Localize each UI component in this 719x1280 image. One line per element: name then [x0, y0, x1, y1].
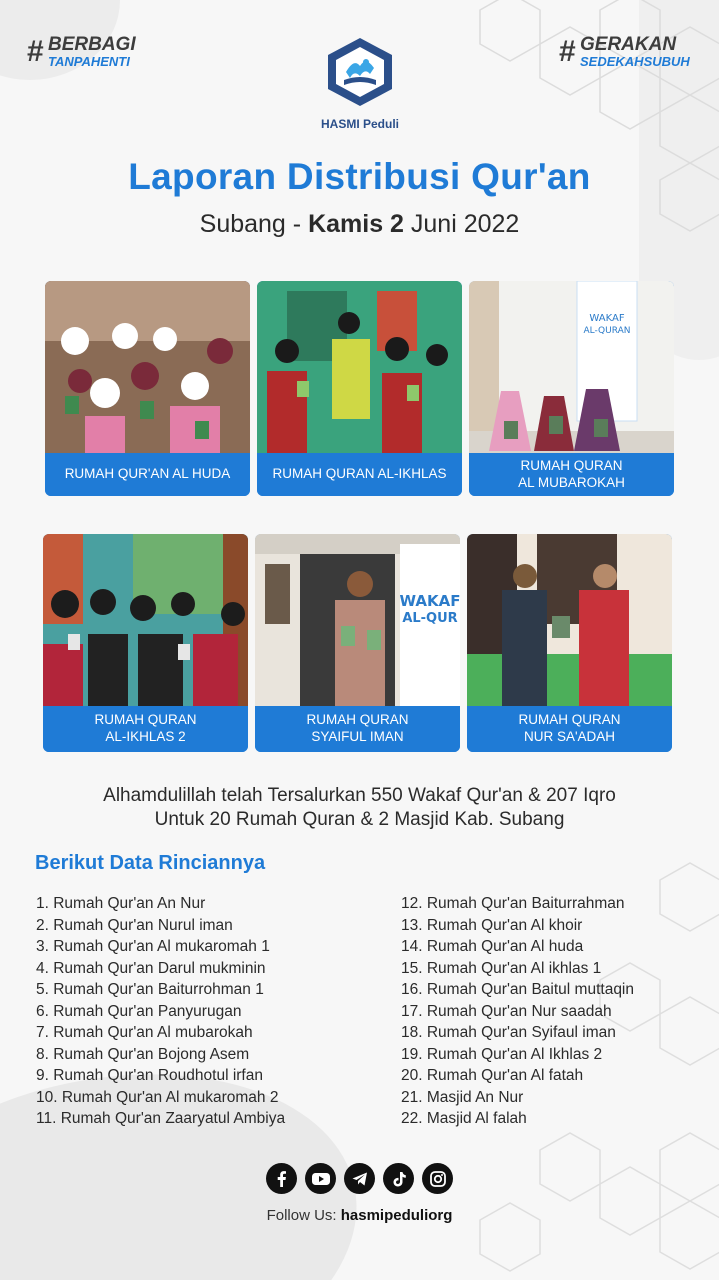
- photo-handover-quran: [467, 534, 672, 706]
- caption-line1: RUMAH QUR'AN AL HUDA: [64, 466, 231, 482]
- summary-line2: Untuk 20 Rumah Quran & 2 Masjid Kab. Subang: [154, 808, 565, 830]
- list-item: 2. Rumah Qur'an Nurul iman: [36, 916, 233, 934]
- caption-line2: AL-IKHLAS 2: [105, 729, 186, 744]
- hasmi-peduli-logo: [318, 34, 402, 131]
- photo-children-with-quran: [43, 534, 248, 706]
- list-item: 1. Rumah Qur'an An Nur: [36, 895, 206, 912]
- list-item: 13. Rumah Qur'an Al khoir: [401, 916, 583, 934]
- summary-text: [0, 784, 719, 832]
- list-item: 5. Rumah Qur'an Baiturrohman 1: [36, 981, 264, 998]
- hexagon-hand-book-icon: [322, 34, 398, 110]
- list-item: 8. Rumah Qur'an Bojong Asem: [36, 1045, 250, 1063]
- social-handle[interactable]: hasmipeduliorg: [340, 1207, 453, 1224]
- hash-symbol: #: [27, 35, 44, 68]
- logo-text: HASMI Peduli: [320, 117, 399, 131]
- caption-line2: SYAIFUL IMAN: [311, 729, 404, 744]
- list-item: 6. Rumah Qur'an Panyurugan: [36, 1002, 242, 1020]
- hashtag-gerakan: [559, 35, 690, 68]
- hashtag-line1: BERBAGI: [48, 34, 136, 55]
- recipient-list-right: [401, 893, 634, 1130]
- page-title: Laporan Distribusi Qur'an: [128, 156, 591, 197]
- banner-text: AL-QURAN: [583, 326, 631, 336]
- subtitle-city: Subang -: [199, 210, 302, 238]
- detail-title: Berikut Data Rinciannya: [35, 852, 266, 874]
- card-caption: [257, 453, 462, 496]
- photo-card-al-ikhlas-2: [43, 534, 248, 752]
- summary-line1: Alhamdulillah telah Tersalurkan 550 Wakaf Qur'an & 207 Iqro: [103, 785, 616, 806]
- youtube-icon[interactable]: [305, 1163, 336, 1194]
- follow-label: Follow Us:: [266, 1207, 337, 1224]
- caption-line1: RUMAH QURAN: [520, 457, 623, 473]
- banner-text: WAKAF: [399, 592, 460, 610]
- subtitle-date: Juni 2022: [410, 210, 520, 238]
- photo-children-with-quran: [469, 281, 674, 453]
- caption-line1: RUMAH QURAN: [306, 712, 409, 728]
- list-item: 9. Rumah Qur'an Roudhotul irfan: [36, 1067, 263, 1084]
- list-item: 12. Rumah Qur'an Baiturrahman: [401, 895, 625, 912]
- photo-card-nur-saadah: [467, 534, 672, 752]
- photo-card-al-ikhlas: [257, 281, 462, 496]
- list-item: 18. Rumah Qur'an Syifaul iman: [401, 1024, 616, 1041]
- caption-line2: NUR SA'ADAH: [523, 729, 616, 744]
- list-item: 3. Rumah Qur'an Al mukaromah 1: [36, 938, 270, 955]
- photo-man-with-quran: [255, 534, 460, 706]
- photo-children-with-quran: [45, 281, 250, 453]
- hashtag-line1: GERAKAN: [580, 34, 677, 55]
- hashtag-line2: TANPAHENTI: [48, 54, 130, 69]
- list-item: 20. Rumah Qur'an Al fatah: [401, 1067, 584, 1084]
- list-item: 19. Rumah Qur'an Al Ikhlas 2: [401, 1045, 603, 1063]
- photo-children-with-quran: [257, 281, 462, 453]
- instagram-icon[interactable]: [422, 1163, 453, 1194]
- facebook-icon[interactable]: [266, 1163, 297, 1194]
- social-links: [266, 1163, 453, 1194]
- photo-card-al-huda: [45, 281, 250, 496]
- card-caption: [467, 706, 672, 752]
- caption-line1: RUMAH QURAN: [518, 712, 621, 728]
- list-item: 15. Rumah Qur'an Al ikhlas 1: [401, 959, 602, 977]
- list-item: 7. Rumah Qur'an Al mubarokah: [36, 1024, 253, 1041]
- banner-text: AL-QUR: [402, 611, 458, 626]
- subtitle: [0, 210, 719, 239]
- recipient-list-left: [36, 893, 285, 1130]
- hashtag-line2: SEDEKAHSUBUH: [580, 54, 690, 69]
- card-caption: [255, 706, 460, 752]
- hash-symbol: #: [559, 35, 576, 68]
- list-item: 11. Rumah Qur'an Zaaryatul Ambiya: [36, 1110, 286, 1127]
- hashtag-berbagi: [27, 35, 136, 68]
- list-item: 10. Rumah Qur'an Al mukaromah 2: [36, 1088, 279, 1106]
- caption-line1: RUMAH QURAN: [94, 712, 197, 728]
- list-item: 17. Rumah Qur'an Nur saadah: [401, 1002, 612, 1020]
- list-item: 14. Rumah Qur'an Al huda: [401, 938, 584, 955]
- telegram-icon[interactable]: [344, 1163, 375, 1194]
- list-item: 4. Rumah Qur'an Darul mukminin: [36, 959, 266, 977]
- card-caption: [45, 453, 250, 496]
- list-item: 21. Masjid An Nur: [401, 1088, 524, 1106]
- card-caption: [469, 453, 674, 496]
- caption-line2: AL MUBAROKAH: [518, 474, 625, 490]
- follow-us: [0, 1207, 719, 1224]
- caption-line1: RUMAH QURAN AL-IKHLAS: [272, 466, 447, 482]
- list-item: 16. Rumah Qur'an Baitul muttaqin: [401, 981, 634, 998]
- card-caption: [43, 706, 248, 752]
- photo-card-al-mubarokah: [469, 281, 674, 496]
- tiktok-icon[interactable]: [383, 1163, 414, 1194]
- list-item: 22. Masjid Al falah: [401, 1110, 527, 1127]
- subtitle-day: Kamis 2: [308, 210, 404, 238]
- photo-card-syaiful-iman: [255, 534, 460, 752]
- banner-text: WAKAF: [589, 313, 625, 324]
